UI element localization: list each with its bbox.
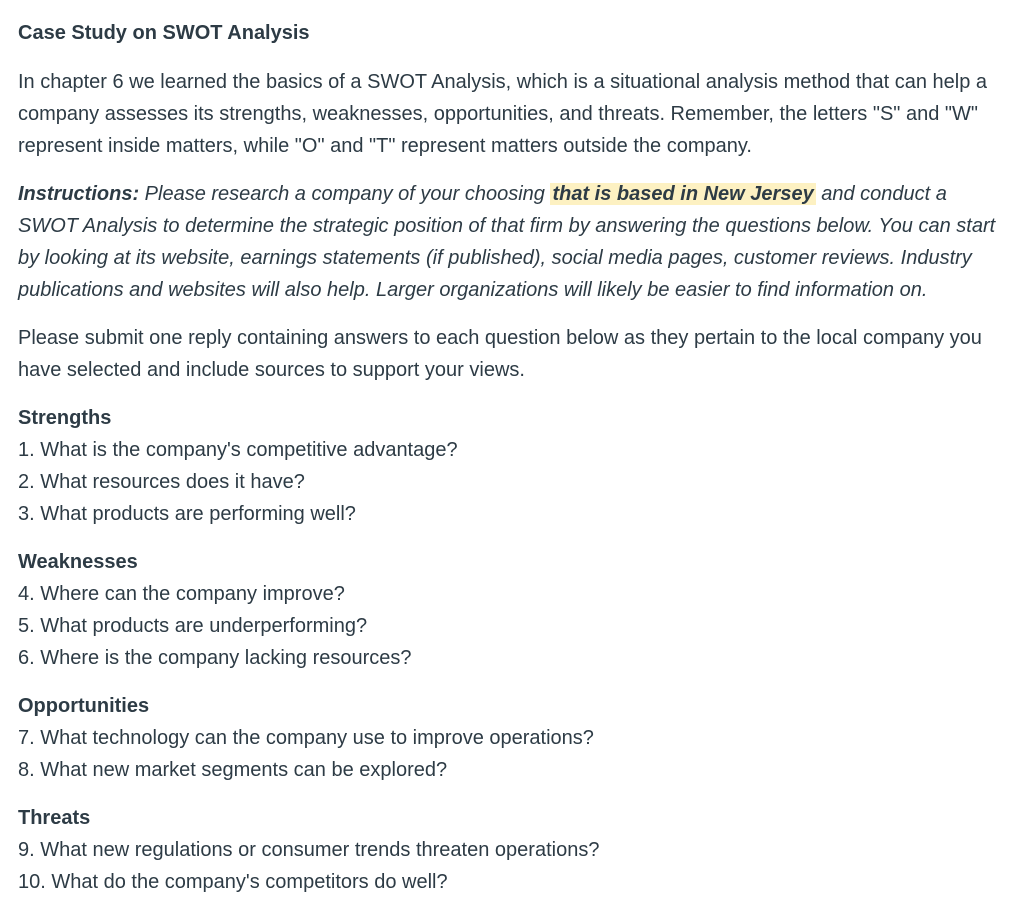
page-title: Case Study on SWOT Analysis <box>18 22 310 44</box>
question-item: 9. What new regulations or consumer trends threaten operations? <box>18 839 600 861</box>
submit-paragraph: Please submit one reply containing answers to each question below as they pertain to the local company you have selected and include sources to support your views. <box>18 327 982 381</box>
instructions-label: Instructions: <box>18 183 140 205</box>
section-heading: Opportunities <box>18 695 150 717</box>
section-weaknesses <box>18 546 1000 674</box>
instructions-text-after: and conduct a SWOT Analysis to determine the strategic position of that firm by answering the questions below. You can start by looking at its website, earnings statements (if published), social media pages, customer reviews. Industry publications and websites will also help. Larger organizations will likely be easier to find information on. <box>18 183 996 301</box>
question-item: 8. What new market segments can be explored? <box>18 759 448 781</box>
instructions-paragraph <box>18 178 1000 306</box>
question-item: 7. What technology can the company use to improve operations? <box>18 727 594 749</box>
section-heading: Threats <box>18 807 91 829</box>
section-heading: Strengths <box>18 407 112 429</box>
instructions-highlight: that is based in New Jersey <box>552 183 814 205</box>
question-item: 4. Where can the company improve? <box>18 583 345 605</box>
question-item: 1. What is the company's competitive advantage? <box>18 439 458 461</box>
section-threats <box>18 802 1000 898</box>
intro-paragraph: In chapter 6 we learned the basics of a SWOT Analysis, which is a situational analysis method that can help a company assesses its strengths, weaknesses, opportunities, and threats. Remember, the letters "S" and "W" represent inside matters, while "O" and "T" represent matters outside the company. <box>18 71 988 157</box>
question-item: 6. Where is the company lacking resources? <box>18 647 412 669</box>
section-strengths <box>18 402 1000 530</box>
question-item: 5. What products are underperforming? <box>18 615 368 637</box>
section-heading: Weaknesses <box>18 551 138 573</box>
section-opportunities <box>18 690 1000 786</box>
question-item: 2. What resources does it have? <box>18 471 305 493</box>
instructions-text-before: Please research a company of your choosing <box>139 183 551 205</box>
question-item: 10. What do the company's competitors do well? <box>18 871 448 893</box>
question-item: 3. What products are performing well? <box>18 503 356 525</box>
